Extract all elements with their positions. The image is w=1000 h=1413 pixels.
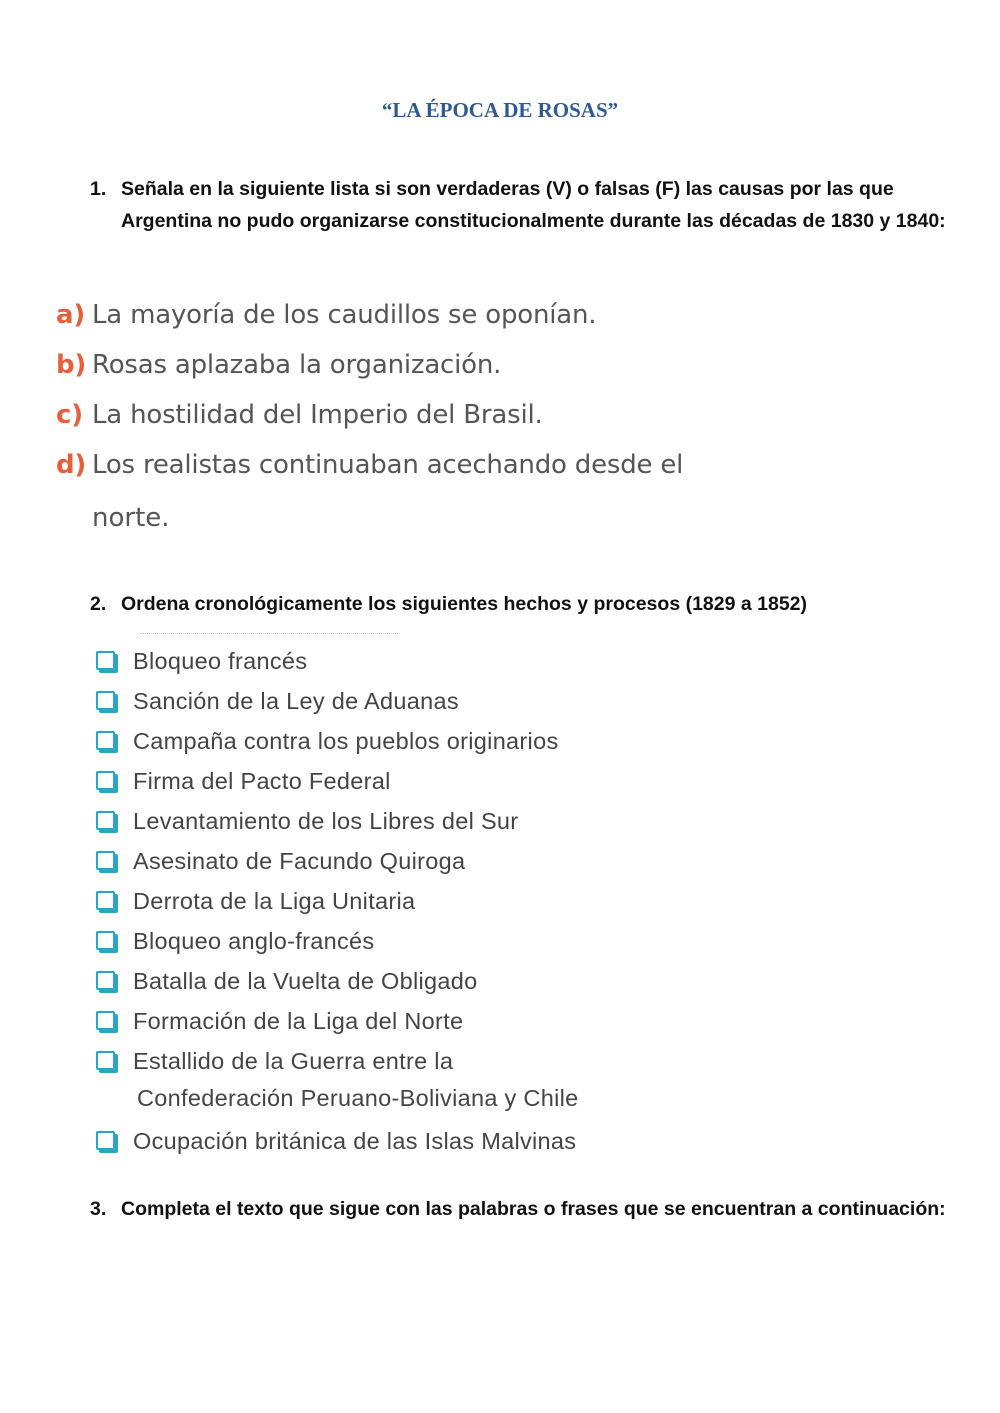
checkbox-icon[interactable] (96, 1011, 115, 1030)
option-a-text: La mayoría de los caudillos se oponían. (92, 300, 597, 330)
checkbox-icon[interactable] (96, 1131, 115, 1150)
list-item (96, 808, 518, 848)
list-item-continuation: Confederación Peruano-Boliviana y Chile (137, 1085, 579, 1111)
checkbox-icon[interactable] (96, 651, 115, 670)
option-d (56, 450, 683, 500)
option-d-letter: d) (56, 450, 87, 480)
option-c (56, 400, 543, 450)
question-3-number: 3. (90, 1198, 107, 1220)
list-item-label: Ocupación británica de las Islas Malvinas (133, 1128, 577, 1154)
checkbox-icon[interactable] (96, 1051, 115, 1070)
list-item-label: Batalla de la Vuelta de Obligado (133, 968, 478, 994)
option-d-continuation: norte. (92, 503, 170, 533)
question-3 (90, 1193, 950, 1225)
list-item-label: Firma del Pacto Federal (133, 768, 391, 794)
checkbox-icon[interactable] (96, 931, 115, 950)
option-a (56, 300, 596, 350)
option-a-letter: a) (56, 300, 86, 330)
question-1-number: 1. (90, 178, 107, 200)
list-item (96, 848, 465, 888)
checkbox-icon[interactable] (96, 891, 115, 910)
question-2-number: 2. (90, 593, 107, 615)
list-item (96, 1008, 463, 1048)
list-item (96, 648, 307, 688)
checkbox-icon[interactable] (96, 771, 115, 790)
option-d-text: Los realistas continuaban acechando desde el (92, 450, 684, 480)
list-item (96, 688, 459, 728)
list-item-label: Asesinato de Facundo Quiroga (133, 848, 466, 874)
option-b-text: Rosas aplazaba la organización. (92, 350, 502, 380)
list-item (96, 768, 391, 808)
checkbox-icon[interactable] (96, 691, 115, 710)
list-item (96, 968, 478, 1008)
option-b-letter: b) (56, 350, 87, 380)
divider (140, 633, 400, 636)
question-1-text: Señala en la siguiente lista si son verdaderas (V) o falsas (F) las causas por las que Argentina no pudo organizarse constitucionalmente durante las décadas de 1830 y 1840: (121, 178, 946, 232)
option-b (56, 350, 501, 400)
list-item-label: Derrota de la Liga Unitaria (133, 888, 416, 914)
checkbox-icon[interactable] (96, 851, 115, 870)
list-item-label: Campaña contra los pueblos originarios (133, 728, 559, 754)
list-item (96, 728, 559, 768)
option-c-text: La hostilidad del Imperio del Brasil. (92, 400, 543, 430)
list-item-label: Levantamiento de los Libres del Sur (133, 808, 519, 834)
list-item-label: Formación de la Liga del Norte (133, 1008, 464, 1034)
question-2 (90, 588, 950, 620)
page-title: “LA ÉPOCA DE ROSAS” (381, 98, 619, 122)
list-item-label: Sanción de la Ley de Aduanas (133, 688, 459, 714)
list-item-label: Bloqueo francés (133, 648, 308, 674)
list-item-label: Estallido de la Guerra entre la (133, 1048, 454, 1074)
checkbox-icon[interactable] (96, 811, 115, 830)
question-1 (90, 173, 950, 237)
list-item (96, 888, 415, 928)
checkbox-icon[interactable] (96, 731, 115, 750)
list-item (96, 928, 374, 968)
option-c-letter: c) (56, 400, 83, 430)
list-item (96, 1128, 576, 1168)
list-item-label: Bloqueo anglo-francés (133, 928, 375, 954)
list-item (96, 1048, 453, 1088)
question-2-text: Ordena cronológicamente los siguientes hechos y procesos (1829 a 1852) (121, 593, 808, 615)
checkbox-icon[interactable] (96, 971, 115, 990)
question-3-text: Completa el texto que sigue con las palabras o frases que se encuentran a continuación: (121, 1198, 946, 1220)
